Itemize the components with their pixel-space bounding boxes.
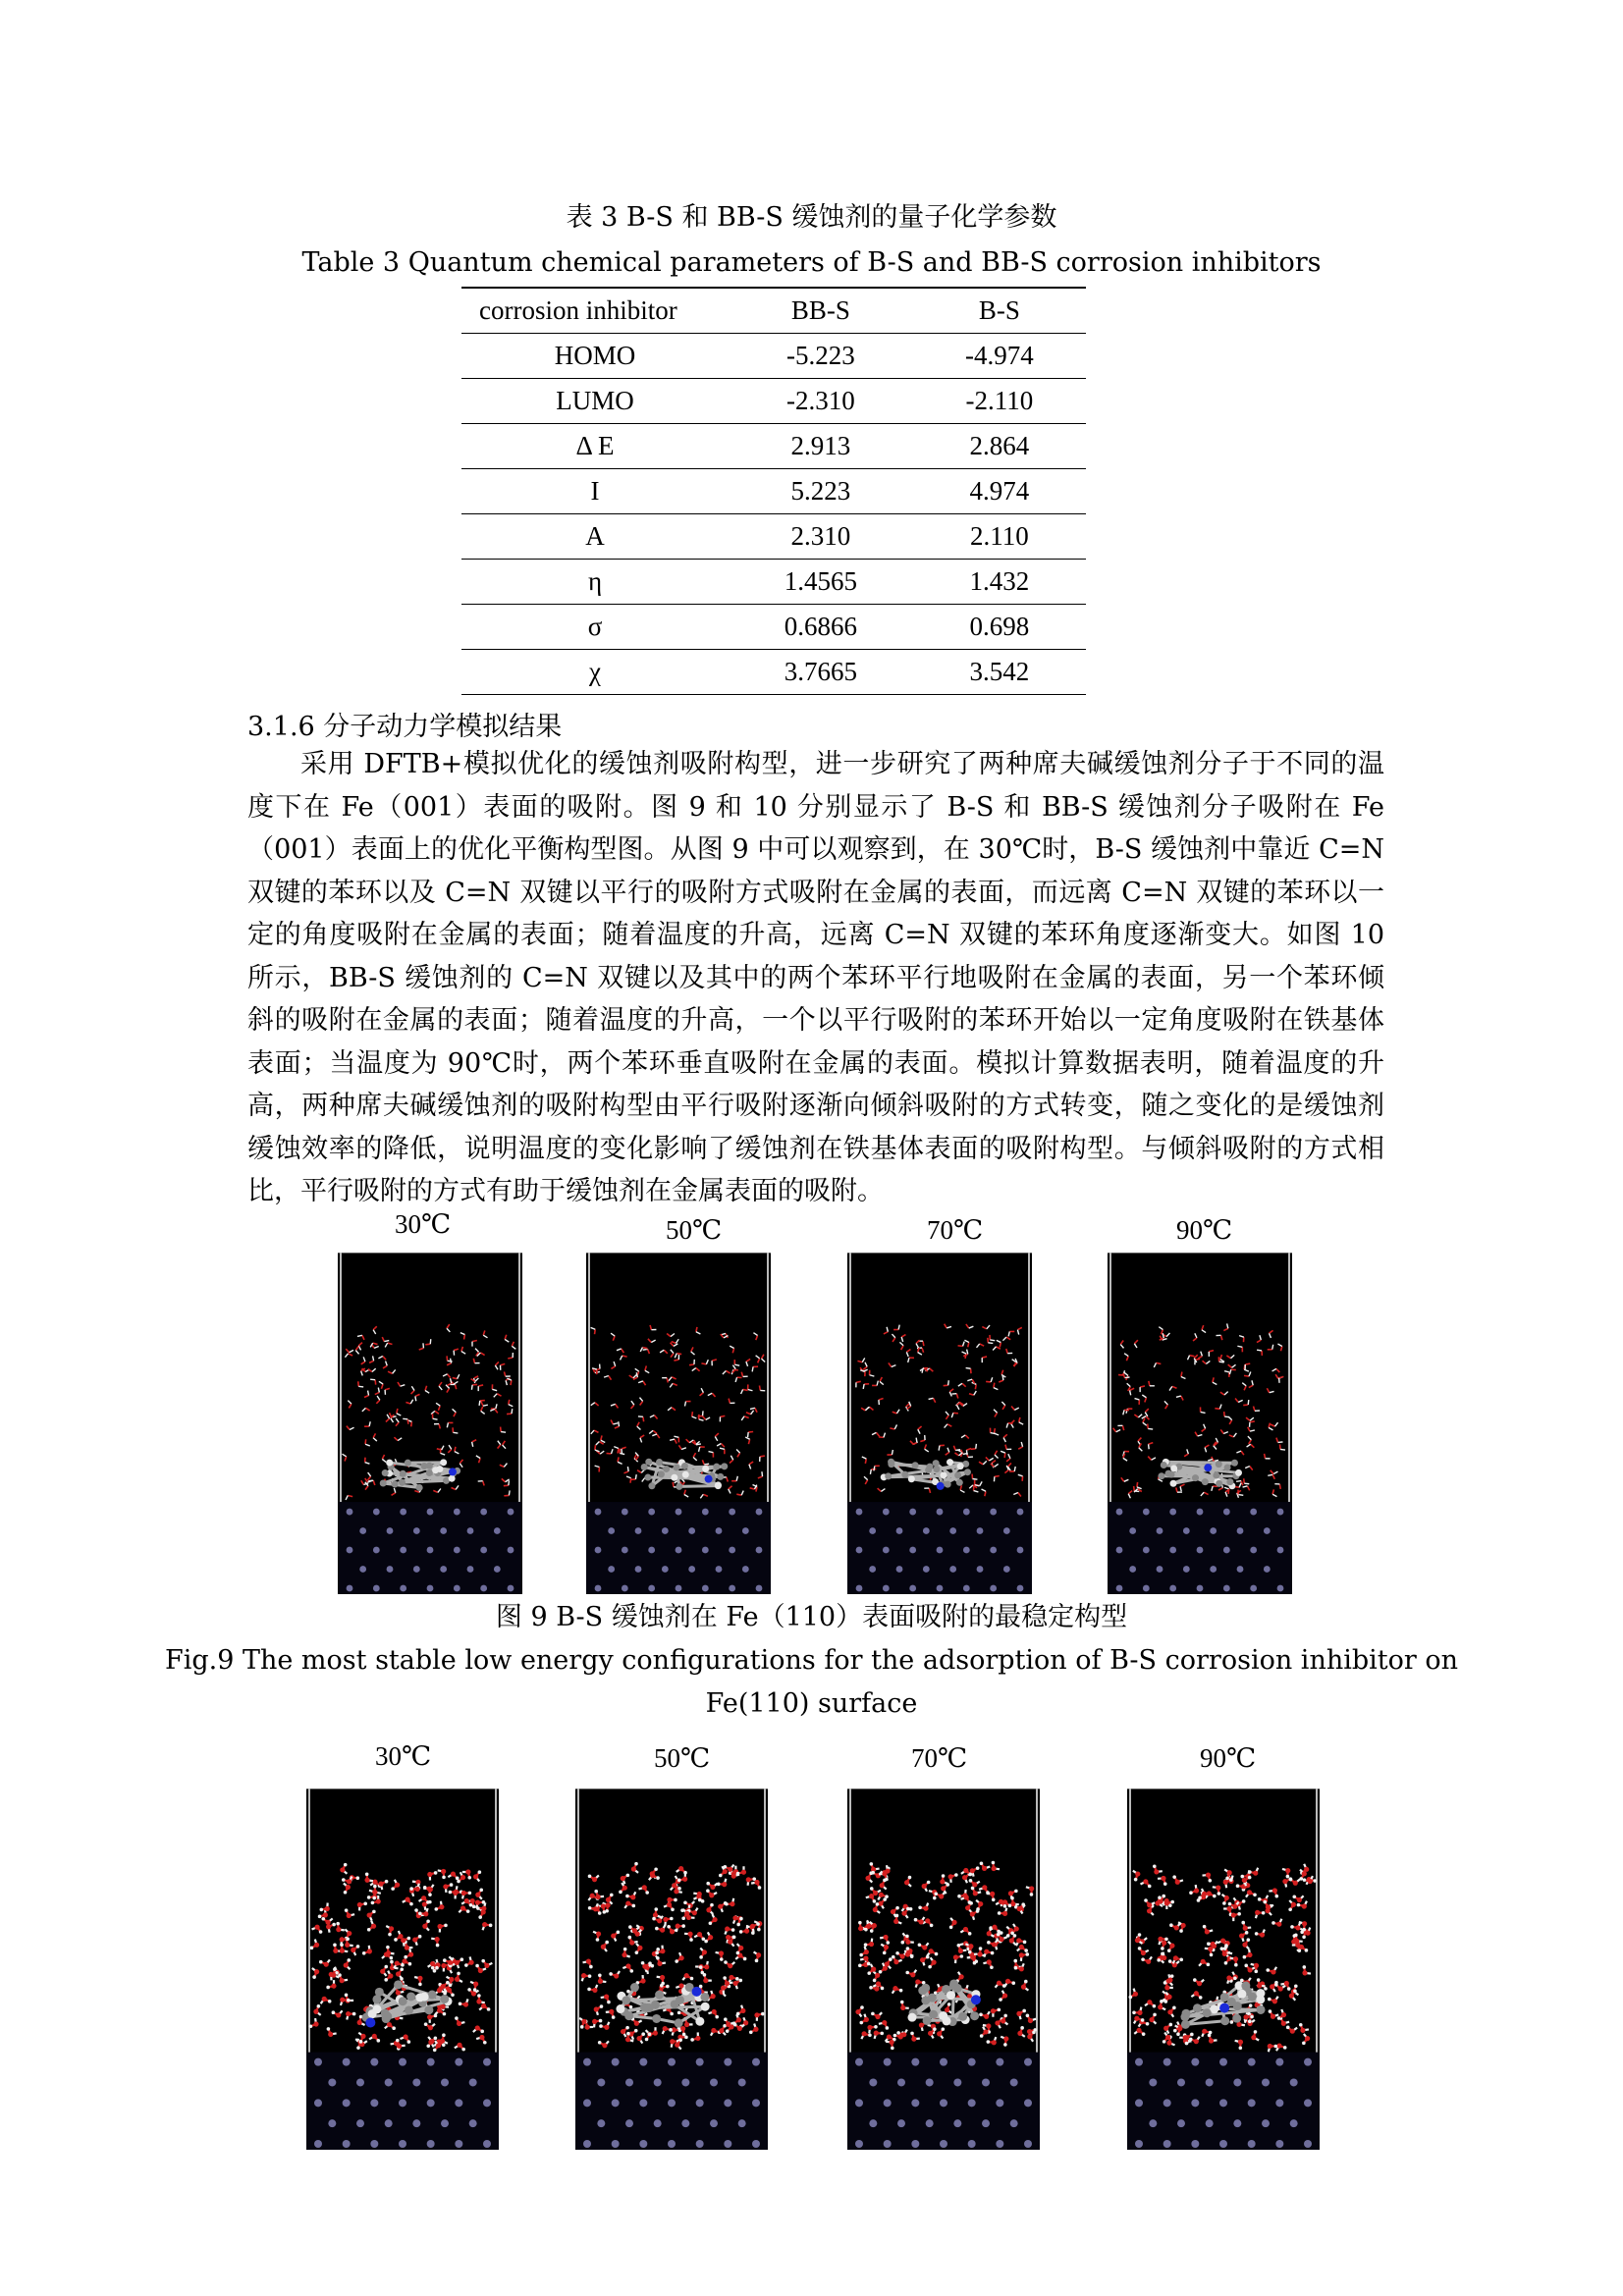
- table-header-row: [461, 288, 1086, 334]
- bs-value: 4.974: [969, 476, 1030, 506]
- bs-value: -4.974: [964, 341, 1034, 370]
- table-caption-cn: 表 3 B-S 和 BB-S 缓蚀剂的量子化学参数: [566, 202, 1057, 233]
- column-header: B-S: [978, 295, 1020, 325]
- fig10-temp-label: 90℃: [1200, 1743, 1257, 1773]
- md-snapshot-graphic: [306, 1789, 499, 2150]
- bbs-value: 2.310: [790, 521, 851, 551]
- md-snapshot-graphic: [575, 1789, 768, 2150]
- table-row: [461, 424, 1086, 469]
- bs-value: 3.542: [969, 657, 1030, 686]
- bs-value: 2.864: [969, 431, 1030, 460]
- fig9-temp-label: 90℃: [1176, 1215, 1233, 1245]
- column-header: corrosion inhibitor: [479, 295, 677, 325]
- table-row: [461, 379, 1086, 424]
- bs-value: 2.110: [969, 521, 1029, 551]
- fig9-caption-en-line2: Fe(110) surface: [705, 1688, 918, 1719]
- fig9-snapshot-90c: [1108, 1253, 1292, 1594]
- md-snapshot-graphic: [338, 1253, 522, 1594]
- parameter-name: σ: [587, 612, 603, 641]
- md-snapshot-graphic: [1127, 1789, 1320, 2150]
- parameter-name: η: [587, 566, 603, 596]
- fig9-temp-label: 30℃: [395, 1209, 452, 1239]
- fig10-temp-label: 50℃: [654, 1743, 711, 1773]
- bs-value: -2.110: [965, 386, 1034, 415]
- fig9-snapshot-50c: [586, 1253, 771, 1594]
- fig10-snapshot-50c: [575, 1789, 768, 2150]
- table-row: [461, 514, 1086, 560]
- parameter-name: HOMO: [554, 341, 636, 370]
- bbs-value: -2.310: [785, 386, 855, 415]
- parameter-name: χ: [589, 657, 601, 686]
- bbs-value: -5.223: [785, 341, 855, 370]
- parameter-name: Δ E: [575, 431, 615, 460]
- quantum-parameters-table: [461, 287, 1086, 695]
- bbs-value: 5.223: [790, 476, 851, 506]
- fig9-snapshot-70c: [847, 1253, 1032, 1594]
- table-caption-en: Table 3 Quantum chemical parameters of B-S and BB-S corrosion inhibitors: [301, 247, 1322, 278]
- parameter-name: A: [585, 521, 605, 551]
- fig10-temp-label: 30℃: [375, 1741, 432, 1771]
- table-row: [461, 469, 1086, 514]
- table-row: [461, 334, 1086, 379]
- fig10-temp-label: 70℃: [911, 1743, 968, 1773]
- table-row: [461, 560, 1086, 605]
- fig10-snapshot-30c: [306, 1789, 499, 2150]
- table-row: [461, 605, 1086, 650]
- fig10-snapshot-70c: [847, 1789, 1040, 2150]
- md-snapshot-graphic: [847, 1253, 1032, 1594]
- bs-value: 0.698: [969, 612, 1030, 641]
- parameter-name: I: [590, 476, 600, 506]
- table-row: [461, 650, 1086, 695]
- md-snapshot-graphic: [847, 1789, 1040, 2150]
- fig9-temp-label: 70℃: [927, 1215, 984, 1245]
- fig9-temp-label: 50℃: [666, 1215, 723, 1245]
- bbs-value: 0.6866: [784, 612, 857, 641]
- md-snapshot-graphic: [1108, 1253, 1292, 1594]
- bs-value: 1.432: [969, 566, 1030, 596]
- fig9-caption-cn: 图 9 B-S 缓蚀剂在 Fe（110）表面吸附的最稳定构型: [495, 1602, 1128, 1632]
- bbs-value: 2.913: [790, 431, 851, 460]
- md-snapshot-graphic: [586, 1253, 771, 1594]
- fig9-caption-en-line1: Fig.9 The most stable low energy configurations for the adsorption of B-S corrosion inhibitor on: [164, 1645, 1459, 1676]
- bbs-value: 1.4565: [784, 566, 857, 596]
- fig9-snapshot-30c: [338, 1253, 522, 1594]
- column-header: BB-S: [790, 295, 850, 325]
- body-paragraph: 采用 DFTB+模拟优化的缓蚀剂吸附构型，进一步研究了两种席夫碱缓蚀剂分子于不同的温度下在 Fe（001）表面的吸附。图 9 和 10 分别显示了 B-S 和 BB-S 缓蚀剂分子吸附在 Fe（001）表面上的优化平衡构型图。从图 9 中可以观察到，在 30℃时，B-S 缓蚀剂中靠近 C=N 双键的苯环以及 C=N 双键以平行的吸附方式吸附在金属的表面，而远离 C=N 双键的苯环以一定的角度吸附在金属的表面；随着温度的升高，远离 C=N 双键的苯环角度逐渐变大。如图 10 所示，BB-S 缓蚀剂的 C=N 双键以及其中的两个苯环平行地吸附在金属的表面，另一个苯环倾斜的吸附在金属的表面；随着温度的升高，一个以平行吸附的苯环开始以一定角度吸附在铁基体表面；当温度为 90℃时，两个苯环垂直吸附在金属的表面。模拟计算数据表明，随着温度的升高，两种席夫碱缓蚀剂的吸附构型由平行吸附逐渐向倾斜吸附的方式转变，随之变化的是缓蚀剂缓蚀效率的降低，说明温度的变化影响了缓蚀剂在铁基体表面的吸附构型。与倾斜吸附的方式相比，平行吸附的方式有助于缓蚀剂在金属表面的吸附。: [247, 749, 1384, 1206]
- fig10-snapshot-90c: [1127, 1789, 1320, 2150]
- parameter-name: LUMO: [556, 386, 634, 415]
- section-heading: 3.1.6 分子动力学模拟结果: [247, 712, 563, 742]
- bbs-value: 3.7665: [784, 657, 857, 686]
